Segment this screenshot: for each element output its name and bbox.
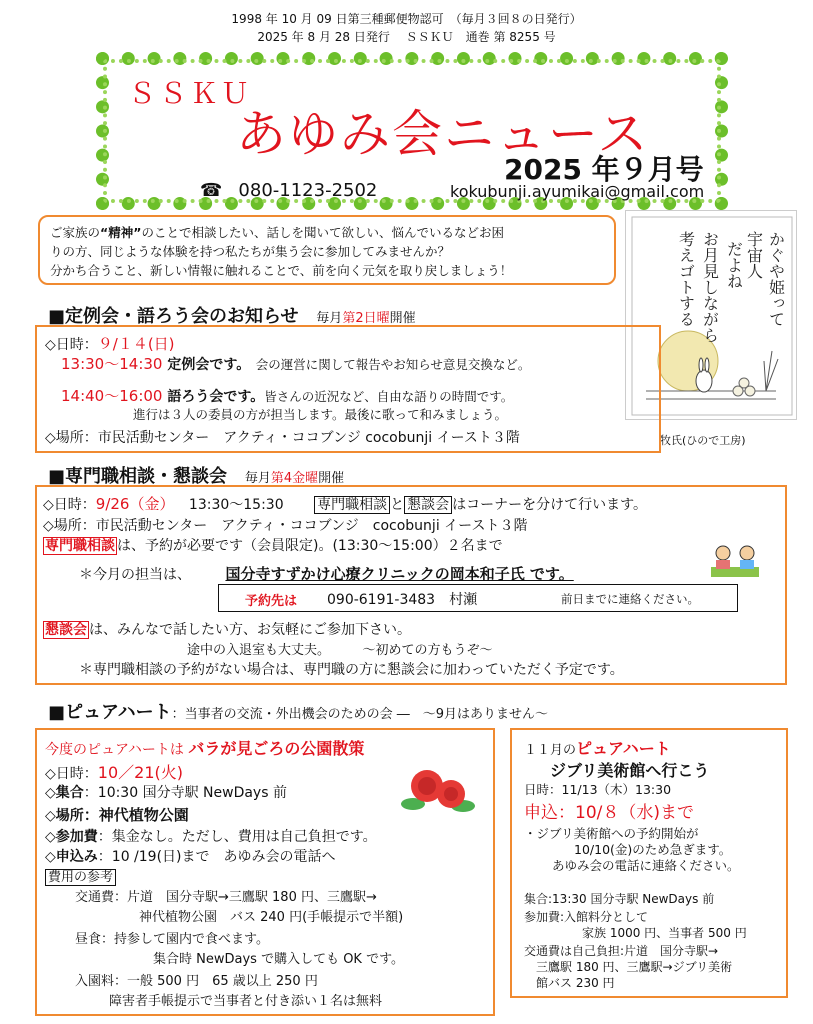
pure-heart-october-box — [35, 728, 495, 1016]
section2-staff: ＊今月の担当は、 国分寺すずかけ心療クリニックの岡本和子氏 です。 — [79, 565, 574, 583]
section1-time2-desc2: 進行は３人の委員の方が担当します。最後に歌って和みましょう。 — [133, 407, 508, 422]
reserve-phone: 090-6191-3483 村瀬 — [327, 592, 478, 608]
section1-heading: ■定例会・語ろう会のお知らせ 毎月第2日曜開催 — [48, 306, 416, 327]
reserve-note: 前日までに連絡ください。 — [561, 592, 699, 606]
november-date: 日時：11/13（木）13:30 — [524, 782, 672, 797]
reservation-box — [218, 584, 738, 612]
consultation-people-icon — [705, 541, 765, 581]
october-place: ◇場所：神代植物公園 — [45, 806, 189, 824]
october-title: 今度のピュアハートは バラが見ごろの公園散策 — [45, 739, 365, 758]
artwork-poem-col4: お月見しながら — [700, 231, 720, 343]
header-registration-line: 1998 年 10 月 09 日第三種郵便物認可 （毎月３回８の日発行） — [231, 12, 582, 26]
phone-number: 080-1123-2502 — [238, 180, 378, 201]
rose-icon — [399, 764, 479, 824]
intro-box — [38, 215, 616, 285]
section1-time1: 13:30～14:30 定例会です。 会の運営に関して報告やお知らせ意見交換など。 — [61, 355, 531, 373]
november-fee: 参加費:入館料分として — [524, 910, 649, 924]
october-entry2: 障害者手帳提示で当事者と付き添い１名は無料 — [109, 994, 383, 1009]
newsletter-title: あゆみ会ニュース — [236, 105, 650, 163]
november-apply: 申込：10/８（水)まで — [524, 803, 694, 823]
intro-line-2: りの方、同じような体験を持つ私たちが集う会に参加してみませんか？ — [50, 244, 451, 259]
phone-row — [200, 180, 377, 201]
ssku-label: ＳＳＫＵ — [128, 77, 253, 110]
october-transport: 交通費：片道 国分寺駅→三鷹駅 180 円、三鷹駅→ — [75, 890, 377, 905]
october-entry: 入園料：一般 500 円 65 歳以上 250 円 — [75, 974, 318, 989]
section2-talk-note: ＊専門職相談の予約がない場合は、専門職の方に懇談会に加わっていただく予定です。 — [79, 662, 624, 678]
artwork-poem-col2: 宇宙人 — [744, 231, 764, 279]
section2-heading: ■専門職相談・懇談会 毎月第4金曜開催 — [48, 466, 345, 487]
section2-date: ◇日時：9/26（金） 13:30～15:30 専門職相談 と 懇談会 はコーナーを分けて行います。 — [43, 495, 647, 513]
november-fee2: 家族 1000 円、当事者 500 円 — [582, 926, 747, 940]
artwork-poem-col3: だよね — [724, 241, 744, 289]
section1-time2: 14:40～16:00 語ろう会です。皆さんの近況など、自由な語りの時間です。 — [61, 387, 514, 405]
november-subtitle: ジブリ美術館へ行こう — [550, 761, 710, 780]
section2-place: ◇場所：市民活動センター アクティ・ココブンジ cocobunji イースト３階 — [43, 518, 528, 534]
november-meet: 集合:13:30 国分寺駅 NewDays 前 — [524, 892, 715, 906]
november-transport2: 三鷹駅 180 円、三鷹駅→ジブリ美術 — [536, 960, 733, 974]
section1-date: ◇日時：９/１４(日) — [45, 335, 175, 353]
intro-line-1: ご家族の“精神”のことで相談したい、話しを聞いて欲しい、悩んでいるなどお困 — [50, 225, 504, 240]
october-meet: ◇集合：10:30 国分寺駅 NewDays 前 — [45, 785, 287, 801]
october-date: ◇日時：10／21(火) — [45, 763, 183, 782]
phone-icon: ☎ — [200, 180, 223, 201]
november-title: １１月のピュアハート — [524, 739, 671, 758]
artwork-caption: 牧氏(ひので工房) — [660, 434, 746, 447]
artwork-poem-col5: 考えゴトする — [676, 231, 696, 327]
october-apply: ◇申込み：10 /19(日)まで あゆみ会の電話へ — [45, 849, 336, 865]
october-transport2: 神代植物公園 バス 240 円(手帳提示で半額) — [139, 910, 404, 925]
october-fee: ◇参加費：集金なし。ただし、費用は自己負担です。 — [45, 829, 377, 845]
section1-place: ◇場所：市民活動センター アクティ・ココブンジ cocobunji イースト３階 — [45, 430, 520, 446]
october-lunch: 昼食：持参して園内で食べます。 — [75, 932, 269, 947]
october-cost-title: 費用の参考 — [45, 866, 116, 885]
issue-date: 2025 年９月号 — [504, 153, 704, 186]
pure-heart-november-box — [510, 728, 788, 998]
october-lunch2: 集合時 NewDays で購入しても OK です。 — [153, 952, 405, 967]
section2-talk-desc2: 途中の入退室も大丈夫。 ～初めての方もうぞ～ — [187, 643, 493, 658]
section2-pro: 専門職相談 は、予約が必要です（会員限定)。(13:30～15:00）２名まで — [45, 538, 503, 554]
november-note2: 10/10(金)のため急ぎます。 — [574, 842, 732, 857]
november-transport: 交通費は自己負担:片道 国分寺駅→ — [524, 944, 719, 958]
november-transport3: 館バス 230 円 — [536, 976, 615, 990]
email-address: kokubunji.ayumikai@gmail.com — [450, 182, 705, 201]
section3-heading: ■ピュアハート：当事者の交流・外出機会のための会 ― ～9月はありません～ — [48, 702, 548, 723]
artwork-poem-col1: かぐや姫って — [766, 231, 786, 327]
header-issue-line: 2025 年 8 月 28 日発行 ＳＳＫＵ 通巻 第 8255 号 — [257, 30, 556, 44]
section2-talk: 懇談会 は、みんなで話したい方、お気軽にご参加下さい。 — [45, 622, 411, 638]
reserve-label: 予約先は — [245, 594, 298, 609]
intro-line-3: 分かち合うこと、新しい情報に触れることで、前を向く元気を取り戻しましょう！ — [50, 263, 513, 278]
november-note3: あゆみ会の電話に連絡ください。 — [552, 858, 740, 873]
section1-box — [35, 325, 661, 453]
november-note1: ・ジブリ美術館への予約開始が — [524, 826, 699, 841]
